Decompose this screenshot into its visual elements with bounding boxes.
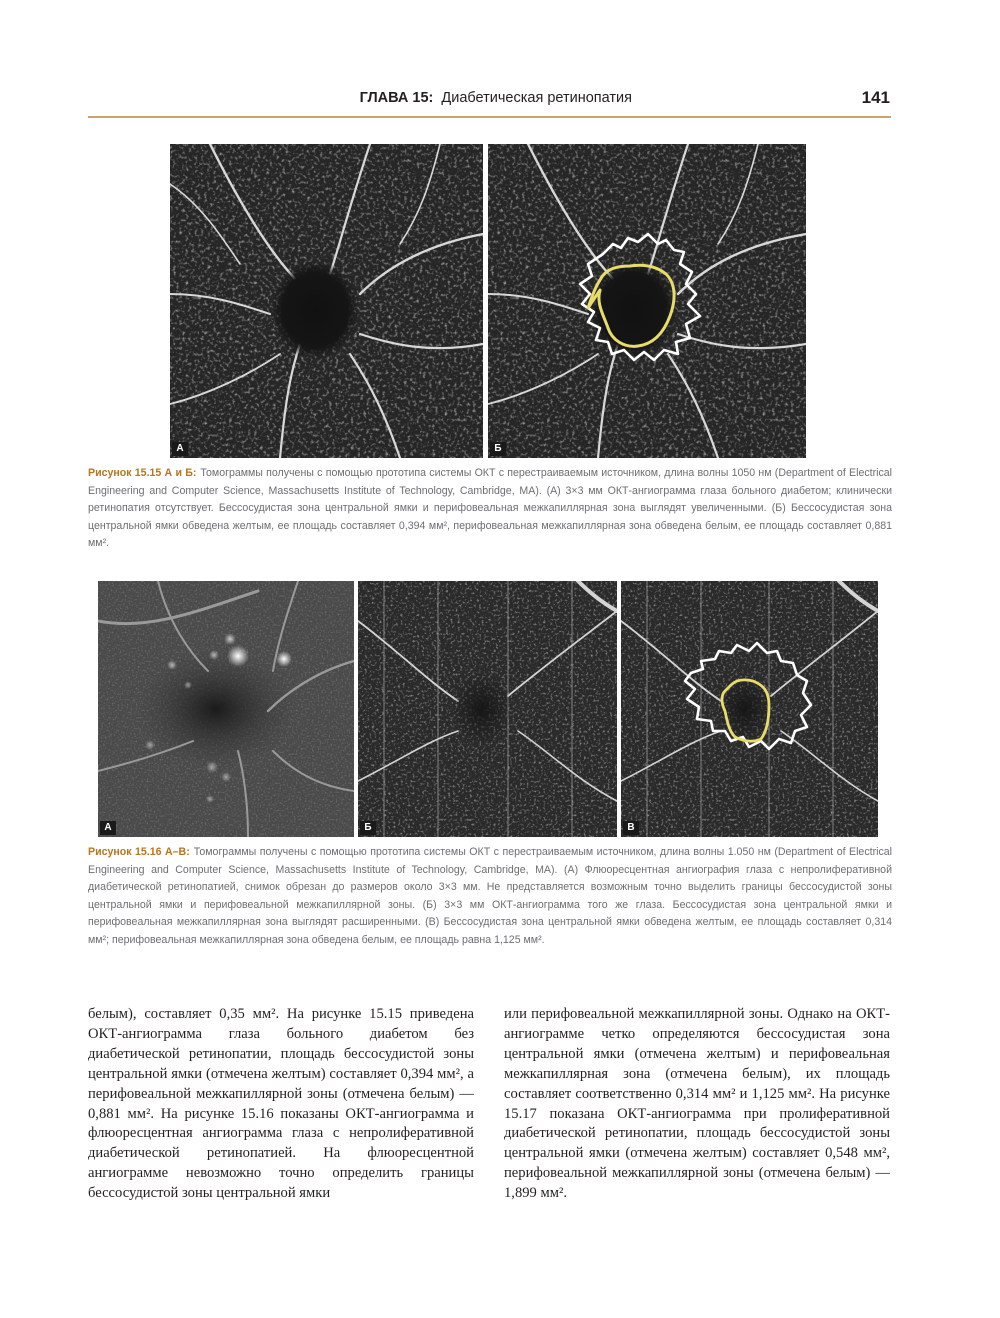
panel-letter-b: Б	[360, 821, 376, 835]
figure-15-15-caption	[88, 465, 892, 553]
body-column-left	[88, 1005, 474, 1204]
panel-letter-a: А	[100, 821, 116, 835]
caption-text: Томограммы получены с помощью прототипа системы ОКТ с перестраиваемым источником, длина волны 1.050 нм (Department of Electrical Engineering and Computer Science, Massachusetts Institute of Technology, Cambridge, MA). (А) Флюоресцентная ангиография глаза с непролиферативной диабетической ретинопатией, снимок обрезан до размеров около 3×3 мм. Не представляется возможным точно выделить границы бессосудистой зоны центральной ямки и перифовеальной межкапиллярной зоны. (Б) 3×3 мм ОКТ-ангиограмма того же глаза. Бессосудистая зона центральной ямки и перифовеальная межкапиллярная зона выглядят расширенными. (В) Бессосудистая зона центральной ямки обведена желтым, ее площадь составляет 0,314 мм²; перифовеальная межкапиллярная зона обведена белым, ее площадь равна 1,125 мм².	[88, 846, 892, 946]
figure-15-15-panel-a	[170, 144, 483, 458]
header-rule	[88, 116, 891, 118]
panel-letter-b: Б	[490, 442, 506, 456]
chapter-title: Диабетическая ретинопатия	[441, 90, 632, 106]
running-header	[90, 84, 890, 114]
octa-image-a	[170, 144, 483, 458]
page-number: 141	[861, 88, 890, 107]
panel-letter-a: А	[172, 442, 188, 456]
octa-image-16c	[621, 581, 878, 837]
caption-label: Рисунок 15.16 А–В:	[88, 846, 190, 858]
figure-15-16-panel-c	[621, 581, 878, 837]
caption-label: Рисунок 15.15 А и Б:	[88, 467, 197, 479]
body-column-right	[504, 1005, 890, 1204]
octa-image-b	[488, 144, 806, 458]
octa-image-16b	[358, 581, 617, 837]
chapter-heading	[360, 90, 632, 106]
panel-letter-c: В	[623, 821, 639, 835]
figure-15-16-panel-b	[358, 581, 617, 837]
body-paragraph: белым), составляет 0,35 мм². На рисунке 15.15 приведена ОКТ-ангиограмма глаза больного диабетом без диабетической ретинопатии, площадь бессосудистой зоны центральной ямки (отмечена желтым) составляет 0,394 мм², а перифовеальной межкапиллярной зоны (отмечена белым) — 0,881 мм². На рисунке 15.16 показаны ОКТ-ангиограмма и флюоресцентная ангиограмма глаза с непролиферативной диабетической ретинопатией. На флюоресцентной ангиограмме невозможно точно определить границы бессосудистой зоны центральной ямки	[88, 1006, 474, 1202]
fluorescein-image	[98, 581, 354, 837]
chapter-label: ГЛАВА 15:	[359, 90, 434, 106]
figure-15-16-caption	[88, 844, 892, 949]
figure-15-15-panel-b	[488, 144, 806, 458]
body-paragraph: или перифовеальной межкапиллярной зоны. Однако на ОКТ-ангиограмме четко определяются бессосудистая зона центральной ямки (отмечена желтым) и перифовеальная межкапиллярная зона (отмечена белым), их площадь составляет соответственно 0,314 мм² и 1,125 мм². На рисунке 15.17 показана ОКТ-ангиограмма при пролиферативной диабетической ретинопатии, площадь бессосудистой зоны центральной ямки (отмечена желтым) составляет 0,548 мм², перифовеальной межкапиллярной зоны (отмечена белым) — 1,899 мм².	[504, 1006, 890, 1202]
figure-15-16-panel-a	[98, 581, 354, 837]
caption-text: Томограммы получены с помощью прототипа системы ОКТ с перестраиваемым источником, длина волны 1050 нм (Department of Electrical Engineering and Computer Science, Massachusetts Institute of Technology, Cambridge, MA). (А) 3×3 мм ОКТ-ангиограмма глаза больного диабетом; клинически ретинопатия отсутствует. Бессосудистая зона центральной ямки и перифовеальная межкапиллярная зона выглядят увеличенными. (Б) Бессосудистая зона центральной ямки обведена желтым, ее площадь составляет 0,394 мм², перифовеальная межкапиллярная зона обведена белым, ее площадь составляет 0,881 мм².	[88, 467, 892, 549]
